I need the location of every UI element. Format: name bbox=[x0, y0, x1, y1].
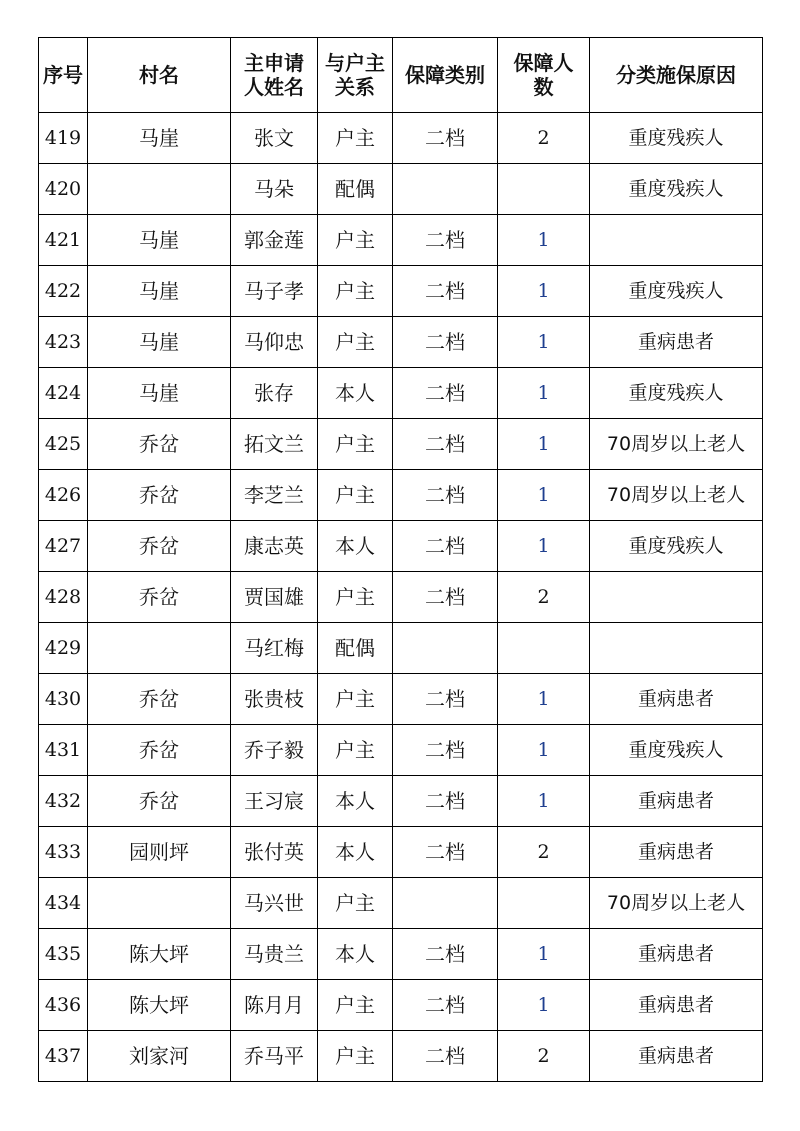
cell-count: 1 bbox=[498, 419, 590, 470]
cell-relation: 本人 bbox=[318, 776, 393, 827]
cell-seq: 431 bbox=[39, 725, 88, 776]
cell-category: 二档 bbox=[393, 368, 498, 419]
cell-relation: 户主 bbox=[318, 878, 393, 929]
cell-category: 二档 bbox=[393, 674, 498, 725]
cell-village: 乔岔 bbox=[88, 572, 231, 623]
cell-name: 郭金莲 bbox=[231, 215, 318, 266]
cell-village: 乔岔 bbox=[88, 674, 231, 725]
header-relation bbox=[318, 38, 393, 113]
cell-village: 陈大坪 bbox=[88, 980, 231, 1031]
cell-relation: 本人 bbox=[318, 368, 393, 419]
cell-village: 马崖 bbox=[88, 113, 231, 164]
cell-count: 1 bbox=[498, 317, 590, 368]
table-row bbox=[39, 572, 763, 623]
cell-category: 二档 bbox=[393, 929, 498, 980]
cell-seq: 420 bbox=[39, 164, 88, 215]
cell-relation: 户主 bbox=[318, 470, 393, 521]
cell-relation: 户主 bbox=[318, 572, 393, 623]
cell-relation: 户主 bbox=[318, 419, 393, 470]
cell-count bbox=[498, 878, 590, 929]
cell-reason: 重病患者 bbox=[590, 776, 763, 827]
cell-village: 陈大坪 bbox=[88, 929, 231, 980]
cell-reason: 重病患者 bbox=[590, 1031, 763, 1082]
cell-village: 刘家河 bbox=[88, 1031, 231, 1082]
cell-count: 1 bbox=[498, 266, 590, 317]
cell-name: 马子孝 bbox=[231, 266, 318, 317]
cell-name: 马红梅 bbox=[231, 623, 318, 674]
header-count-line2: 数 bbox=[533, 75, 554, 99]
cell-name: 乔子毅 bbox=[231, 725, 318, 776]
cell-reason: 重病患者 bbox=[590, 980, 763, 1031]
cell-village: 乔岔 bbox=[88, 419, 231, 470]
cell-seq: 435 bbox=[39, 929, 88, 980]
cell-name: 张文 bbox=[231, 113, 318, 164]
table-row bbox=[39, 521, 763, 572]
table-row bbox=[39, 164, 763, 215]
header-count-line1: 保障人 bbox=[513, 51, 574, 75]
cell-name: 李芝兰 bbox=[231, 470, 318, 521]
cell-reason: 重度残疾人 bbox=[590, 266, 763, 317]
table-row bbox=[39, 776, 763, 827]
cell-village: 园则坪 bbox=[88, 827, 231, 878]
cell-relation: 配偶 bbox=[318, 164, 393, 215]
cell-name: 张贵枝 bbox=[231, 674, 318, 725]
table-row bbox=[39, 368, 763, 419]
cell-category: 二档 bbox=[393, 827, 498, 878]
table-row bbox=[39, 317, 763, 368]
cell-village: 乔岔 bbox=[88, 776, 231, 827]
header-village: 村名 bbox=[88, 38, 231, 113]
table-row bbox=[39, 878, 763, 929]
cell-village: 马崖 bbox=[88, 266, 231, 317]
cell-name: 马贵兰 bbox=[231, 929, 318, 980]
table-row bbox=[39, 266, 763, 317]
cell-count: 2 bbox=[498, 113, 590, 164]
cell-reason: 70周岁以上老人 bbox=[590, 878, 763, 929]
cell-count: 1 bbox=[498, 725, 590, 776]
cell-category: 二档 bbox=[393, 980, 498, 1031]
cell-count: 1 bbox=[498, 980, 590, 1031]
header-category: 保障类别 bbox=[393, 38, 498, 113]
cell-relation: 本人 bbox=[318, 827, 393, 878]
cell-relation: 户主 bbox=[318, 980, 393, 1031]
cell-seq: 430 bbox=[39, 674, 88, 725]
table-row bbox=[39, 1031, 763, 1082]
cell-reason: 70周岁以上老人 bbox=[590, 419, 763, 470]
cell-count: 2 bbox=[498, 572, 590, 623]
cell-seq: 428 bbox=[39, 572, 88, 623]
cell-village: 乔岔 bbox=[88, 470, 231, 521]
cell-reason: 重度残疾人 bbox=[590, 113, 763, 164]
document-page bbox=[38, 37, 763, 1082]
header-applicant bbox=[231, 38, 318, 113]
header-relation-line1: 与户主 bbox=[325, 51, 385, 75]
cell-relation: 户主 bbox=[318, 725, 393, 776]
cell-village: 乔岔 bbox=[88, 521, 231, 572]
header-row bbox=[39, 38, 763, 113]
cell-category bbox=[393, 164, 498, 215]
cell-seq: 432 bbox=[39, 776, 88, 827]
cell-count: 2 bbox=[498, 827, 590, 878]
cell-reason bbox=[590, 623, 763, 674]
cell-name: 王习宸 bbox=[231, 776, 318, 827]
cell-relation: 户主 bbox=[318, 1031, 393, 1082]
cell-count bbox=[498, 164, 590, 215]
cell-category: 二档 bbox=[393, 725, 498, 776]
cell-count bbox=[498, 623, 590, 674]
table-row bbox=[39, 674, 763, 725]
table-row bbox=[39, 725, 763, 776]
cell-reason: 重度残疾人 bbox=[590, 164, 763, 215]
cell-seq: 437 bbox=[39, 1031, 88, 1082]
cell-seq: 422 bbox=[39, 266, 88, 317]
cell-relation: 户主 bbox=[318, 317, 393, 368]
cell-reason: 重病患者 bbox=[590, 674, 763, 725]
table-row bbox=[39, 929, 763, 980]
cell-count: 2 bbox=[498, 1031, 590, 1082]
header-applicant-line1: 主申请 bbox=[244, 51, 304, 75]
cell-seq: 433 bbox=[39, 827, 88, 878]
cell-village: 乔岔 bbox=[88, 725, 231, 776]
cell-seq: 427 bbox=[39, 521, 88, 572]
cell-village bbox=[88, 623, 231, 674]
table-row bbox=[39, 623, 763, 674]
cell-count: 1 bbox=[498, 521, 590, 572]
cell-reason bbox=[590, 215, 763, 266]
cell-category bbox=[393, 623, 498, 674]
cell-category: 二档 bbox=[393, 470, 498, 521]
cell-name: 乔马平 bbox=[231, 1031, 318, 1082]
cell-category: 二档 bbox=[393, 113, 498, 164]
cell-name: 马仰忠 bbox=[231, 317, 318, 368]
cell-category: 二档 bbox=[393, 266, 498, 317]
cell-count: 1 bbox=[498, 776, 590, 827]
cell-relation: 户主 bbox=[318, 674, 393, 725]
table-row bbox=[39, 215, 763, 266]
cell-seq: 421 bbox=[39, 215, 88, 266]
cell-seq: 426 bbox=[39, 470, 88, 521]
cell-reason: 70周岁以上老人 bbox=[590, 470, 763, 521]
table-row bbox=[39, 470, 763, 521]
cell-village: 马崖 bbox=[88, 215, 231, 266]
cell-seq: 424 bbox=[39, 368, 88, 419]
cell-category: 二档 bbox=[393, 419, 498, 470]
cell-reason: 重度残疾人 bbox=[590, 521, 763, 572]
cell-seq: 429 bbox=[39, 623, 88, 674]
cell-reason: 重度残疾人 bbox=[590, 725, 763, 776]
table-row bbox=[39, 827, 763, 878]
cell-seq: 419 bbox=[39, 113, 88, 164]
cell-name: 马兴世 bbox=[231, 878, 318, 929]
cell-reason: 重病患者 bbox=[590, 827, 763, 878]
cell-count: 1 bbox=[498, 215, 590, 266]
header-reason: 分类施保原因 bbox=[590, 38, 763, 113]
cell-category: 二档 bbox=[393, 317, 498, 368]
cell-relation: 户主 bbox=[318, 266, 393, 317]
cell-count: 1 bbox=[498, 470, 590, 521]
cell-category: 二档 bbox=[393, 1031, 498, 1082]
cell-seq: 425 bbox=[39, 419, 88, 470]
cell-category: 二档 bbox=[393, 521, 498, 572]
cell-village: 马崖 bbox=[88, 368, 231, 419]
cell-seq: 436 bbox=[39, 980, 88, 1031]
table-row bbox=[39, 113, 763, 164]
cell-relation: 本人 bbox=[318, 929, 393, 980]
cell-reason: 重病患者 bbox=[590, 317, 763, 368]
cell-name: 张存 bbox=[231, 368, 318, 419]
cell-name: 拓文兰 bbox=[231, 419, 318, 470]
cell-category: 二档 bbox=[393, 776, 498, 827]
cell-relation: 本人 bbox=[318, 521, 393, 572]
cell-village bbox=[88, 878, 231, 929]
cell-count: 1 bbox=[498, 674, 590, 725]
cell-relation: 户主 bbox=[318, 113, 393, 164]
cell-category: 二档 bbox=[393, 572, 498, 623]
cell-count: 1 bbox=[498, 929, 590, 980]
table-body bbox=[39, 113, 763, 1082]
cell-reason: 重病患者 bbox=[590, 929, 763, 980]
cell-name: 康志英 bbox=[231, 521, 318, 572]
table-row bbox=[39, 419, 763, 470]
cell-relation: 户主 bbox=[318, 215, 393, 266]
header-seq: 序号 bbox=[39, 38, 88, 113]
cell-reason: 重度残疾人 bbox=[590, 368, 763, 419]
header-applicant-line2: 人姓名 bbox=[244, 75, 304, 99]
cell-name: 贾国雄 bbox=[231, 572, 318, 623]
cell-village: 马崖 bbox=[88, 317, 231, 368]
cell-name: 陈月月 bbox=[231, 980, 318, 1031]
cell-name: 马朵 bbox=[231, 164, 318, 215]
cell-name: 张付英 bbox=[231, 827, 318, 878]
table-row bbox=[39, 980, 763, 1031]
header-count bbox=[498, 38, 590, 113]
cell-village bbox=[88, 164, 231, 215]
cell-category bbox=[393, 878, 498, 929]
assistance-table bbox=[38, 37, 763, 1082]
cell-seq: 434 bbox=[39, 878, 88, 929]
cell-count: 1 bbox=[498, 368, 590, 419]
cell-category: 二档 bbox=[393, 215, 498, 266]
cell-relation: 配偶 bbox=[318, 623, 393, 674]
cell-reason bbox=[590, 572, 763, 623]
cell-seq: 423 bbox=[39, 317, 88, 368]
header-relation-line2: 关系 bbox=[335, 75, 375, 99]
